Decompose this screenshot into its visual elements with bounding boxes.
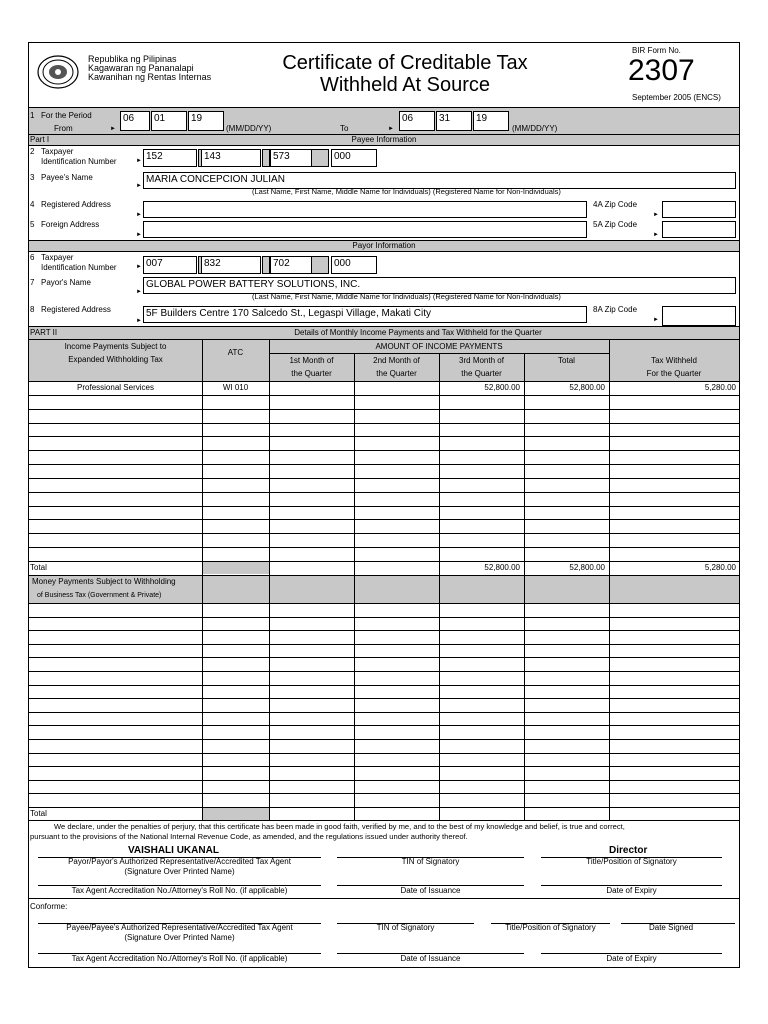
reg-addr-num: 4 — [30, 200, 35, 209]
grid-row-line — [28, 547, 740, 548]
grid-col-line — [609, 381, 610, 820]
payee-tin-label-1: Taxpayer — [41, 147, 74, 156]
grid-row-line — [28, 739, 740, 740]
payee-date-issuance: Date of Issuance — [400, 954, 461, 963]
payor-name-label: Payor's Name — [41, 278, 91, 287]
row1-m3: 52,800.00 — [484, 383, 520, 392]
payor-tin-1[interactable]: 007 — [143, 256, 197, 274]
total-total: 52,800.00 — [569, 563, 605, 572]
col-m1-q: the Quarter — [291, 369, 332, 378]
grid-row-line — [28, 478, 740, 479]
agency-line-1: Republika ng Pilipinas — [88, 54, 177, 64]
part1-label: Part I — [30, 135, 50, 144]
payee-reg-address-field[interactable] — [143, 201, 587, 218]
form-title-line-2: Withheld At Source — [319, 74, 491, 96]
grid-row-line — [28, 603, 740, 604]
row1-desc: Professional Services — [77, 383, 154, 392]
grid-col-line — [439, 381, 440, 820]
col-tax-2: For the Quarter — [646, 369, 702, 378]
signer-name: VAISHALI UKANAL — [128, 845, 219, 856]
grid-row-line — [28, 780, 740, 781]
period-from-day[interactable]: 01 — [151, 111, 187, 131]
payor-tin-signatory: TIN of Signatory — [401, 857, 460, 866]
payor-agent-accr: Tax Agent Accreditation No./Attorney's Roll No. (if applicable) — [71, 886, 288, 895]
col-atc: ATC — [227, 348, 244, 357]
period-to-day[interactable]: 31 — [436, 111, 472, 131]
foreign-label: Foreign Address — [41, 220, 100, 229]
payee-rep-label-2: (Signature Over Printed Name) — [124, 933, 235, 942]
payee-rep-label-1: Payee/Payee's Authorized Representative/Accredited Tax Agent — [66, 923, 293, 932]
payor-address-field[interactable]: 5F Builders Centre 170 Salcedo St., Legaspi Village, Makati City — [143, 306, 587, 323]
payee-tin-2[interactable]: 143 — [201, 149, 261, 167]
total-m3: 52,800.00 — [484, 563, 520, 572]
payee-tin-num: 2 — [30, 147, 35, 156]
grid-row-line — [28, 519, 740, 520]
agency-line-2: Kagawaran ng Pananalapi — [88, 63, 194, 73]
grid-row-line — [28, 409, 740, 410]
grid-row-line — [28, 450, 740, 451]
money-label-2: of Business Tax (Government & Private) — [37, 592, 162, 599]
reg-addr-label: Registered Address — [41, 200, 111, 209]
payee-date-signed: Date Signed — [648, 923, 694, 932]
payee-tin-1[interactable]: 152 — [143, 149, 197, 167]
grid-row-line — [28, 644, 740, 645]
payor-addr-label: Registered Address — [41, 305, 111, 314]
payor-name-hint: (Last Name, First Name, Middle Name for Individuals) (Registered Name for Non-Individuals) — [252, 292, 561, 301]
form-no-label: BIR Form No. — [632, 46, 681, 55]
grid-col-line — [524, 381, 525, 820]
payee-foreign-address-field[interactable] — [143, 221, 587, 238]
total-tax: 5,280.00 — [704, 563, 736, 572]
agency-line-3: Kawanihan ng Rentas Internas — [88, 72, 212, 82]
payor-tin-label-2: Identification Number — [41, 263, 117, 272]
zip4-label: 4A Zip Code — [593, 200, 638, 209]
payor-date-expiry: Date of Expiry — [606, 886, 657, 895]
payee-name-hint: (Last Name, First Name, Middle Name for Individuals) (Registered Name for Non-Individuals) — [252, 187, 561, 196]
grid-row-line — [28, 561, 740, 562]
payor-tin-3[interactable]: 702 — [270, 256, 320, 274]
period-to-format: (MM/DD/YY) — [512, 124, 558, 133]
col-m3-q: the Quarter — [461, 369, 502, 378]
grid-row-line — [28, 671, 740, 672]
payor-info-title: Payor Information — [352, 241, 416, 250]
grid-row-line — [28, 807, 740, 808]
payee-agent-accr: Tax Agent Accreditation No./Attorney's Roll No. (if applicable) — [71, 954, 288, 963]
grid-row-line — [28, 464, 740, 465]
payor-name-num: 7 — [30, 278, 35, 287]
conforme-label: Conforme: — [30, 902, 68, 911]
grid-row-line — [28, 533, 740, 534]
row1-total: 52,800.00 — [569, 383, 605, 392]
payee-tin-4[interactable]: 000 — [331, 149, 377, 167]
declaration-text-2: pursuant to the provisions of the National Internal Revenue Code, as amended, and the regulations issued under authority thereof. — [30, 832, 468, 841]
grid-row-line — [28, 657, 740, 658]
total2-label: Total — [30, 809, 47, 818]
payor-tin-label-1: Taxpayer — [41, 253, 74, 262]
grid-col-line — [269, 381, 270, 820]
payee-name-field[interactable]: MARIA CONCEPCION JULIAN — [143, 172, 736, 189]
period-to-month[interactable]: 06 — [399, 111, 435, 131]
money-label-1: Money Payments Subject to Withholding — [32, 577, 176, 586]
part2-title: Details of Monthly Income Payments and Tax Withheld for the Quarter — [294, 328, 542, 337]
grid-col-line — [354, 381, 355, 820]
grid-row-line — [28, 395, 740, 396]
part2-label: PART II — [30, 328, 58, 337]
payee-title-signatory: Title/Position of Signatory — [505, 923, 596, 932]
payor-rep-label-1: Payor/Payor's Authorized Representative/Accredited Tax Agent — [68, 857, 291, 866]
grid-row-line — [28, 725, 740, 726]
foreign-num: 5 — [30, 220, 35, 229]
period-from-label: From — [54, 124, 73, 133]
grid-row-line — [28, 766, 740, 767]
total-label: Total — [30, 563, 47, 572]
grid-row-line — [28, 575, 740, 576]
period-label: For the Period — [41, 111, 92, 120]
col-m1: 1st Month of — [289, 356, 334, 365]
row1-tax: 5,280.00 — [704, 383, 736, 392]
period-from-format: (MM/DD/YY) — [226, 124, 272, 133]
col-amount: AMOUNT OF INCOME PAYMENTS — [375, 342, 503, 351]
form-title-line-1: Certificate of Creditable Tax — [282, 52, 528, 74]
payee-tin-3[interactable]: 573 — [270, 149, 320, 167]
col-m3: 3rd Month of — [459, 356, 504, 365]
grid-row-line — [28, 630, 740, 631]
zip8-label: 8A Zip Code — [593, 305, 638, 314]
payor-zip-field[interactable] — [662, 306, 736, 326]
payor-tin-2[interactable]: 832 — [201, 256, 261, 274]
period-from-month[interactable]: 06 — [120, 111, 150, 131]
payor-title-signatory: Title/Position of Signatory — [586, 857, 677, 866]
payee-date-expiry: Date of Expiry — [606, 954, 657, 963]
payor-date-issuance: Date of Issuance — [400, 886, 461, 895]
signer-title: Director — [609, 845, 648, 856]
payee-name-label: Payee's Name — [41, 173, 93, 182]
grid-row-line — [28, 698, 740, 699]
grid-row-line — [28, 712, 740, 713]
payor-tin-4[interactable]: 000 — [331, 256, 377, 274]
period-to-year[interactable]: 19 — [473, 111, 509, 131]
col-total: Total — [558, 356, 575, 365]
payee-foreign-zip-field[interactable] — [662, 221, 736, 238]
grid-row-line — [28, 436, 740, 437]
col-income-1: Income Payments Subject to — [64, 342, 167, 351]
grid-col-line — [202, 381, 203, 820]
declaration-text-1: We declare, under the penalties of perjury, that this certificate has been made in good faith, verified by me, and to the best of my knowledge and belief, is true and correct, — [54, 822, 625, 831]
payee-info-title: Payee Information — [351, 135, 417, 144]
col-income-2: Expanded Withholding Tax — [68, 355, 163, 364]
col-m2: 2nd Month of — [373, 356, 420, 365]
period-to-label: To — [340, 124, 349, 133]
zip5-label: 5A Zip Code — [593, 220, 638, 229]
bir-seal-icon — [36, 54, 80, 90]
grid-row-line — [28, 753, 740, 754]
grid-row-line — [28, 423, 740, 424]
col-m2-q: the Quarter — [376, 369, 417, 378]
payor-name-field[interactable]: GLOBAL POWER BATTERY SOLUTIONS, INC. — [143, 277, 736, 294]
form-number: 2307 — [628, 54, 695, 87]
grid-row-line — [28, 492, 740, 493]
payee-tin-signatory: TIN of Signatory — [376, 923, 435, 932]
payee-tin-label-2: Identification Number — [41, 157, 117, 166]
grid-row-line — [28, 506, 740, 507]
period-num: 1 — [30, 111, 35, 120]
form-date: September 2005 (ENCS) — [632, 93, 721, 102]
payor-rep-label-2: (Signature Over Printed Name) — [124, 867, 235, 876]
row1-atc: WI 010 — [222, 383, 249, 392]
grid-row-line — [28, 685, 740, 686]
payor-tin-num: 6 — [30, 253, 35, 262]
grid-row-line — [28, 793, 740, 794]
payee-name-num: 3 — [30, 173, 35, 182]
payee-zip-field[interactable] — [662, 201, 736, 218]
payor-addr-num: 8 — [30, 305, 35, 314]
grid-row-line — [28, 617, 740, 618]
col-tax-1: Tax Withheld — [651, 356, 697, 365]
period-from-year[interactable]: 19 — [188, 111, 224, 131]
